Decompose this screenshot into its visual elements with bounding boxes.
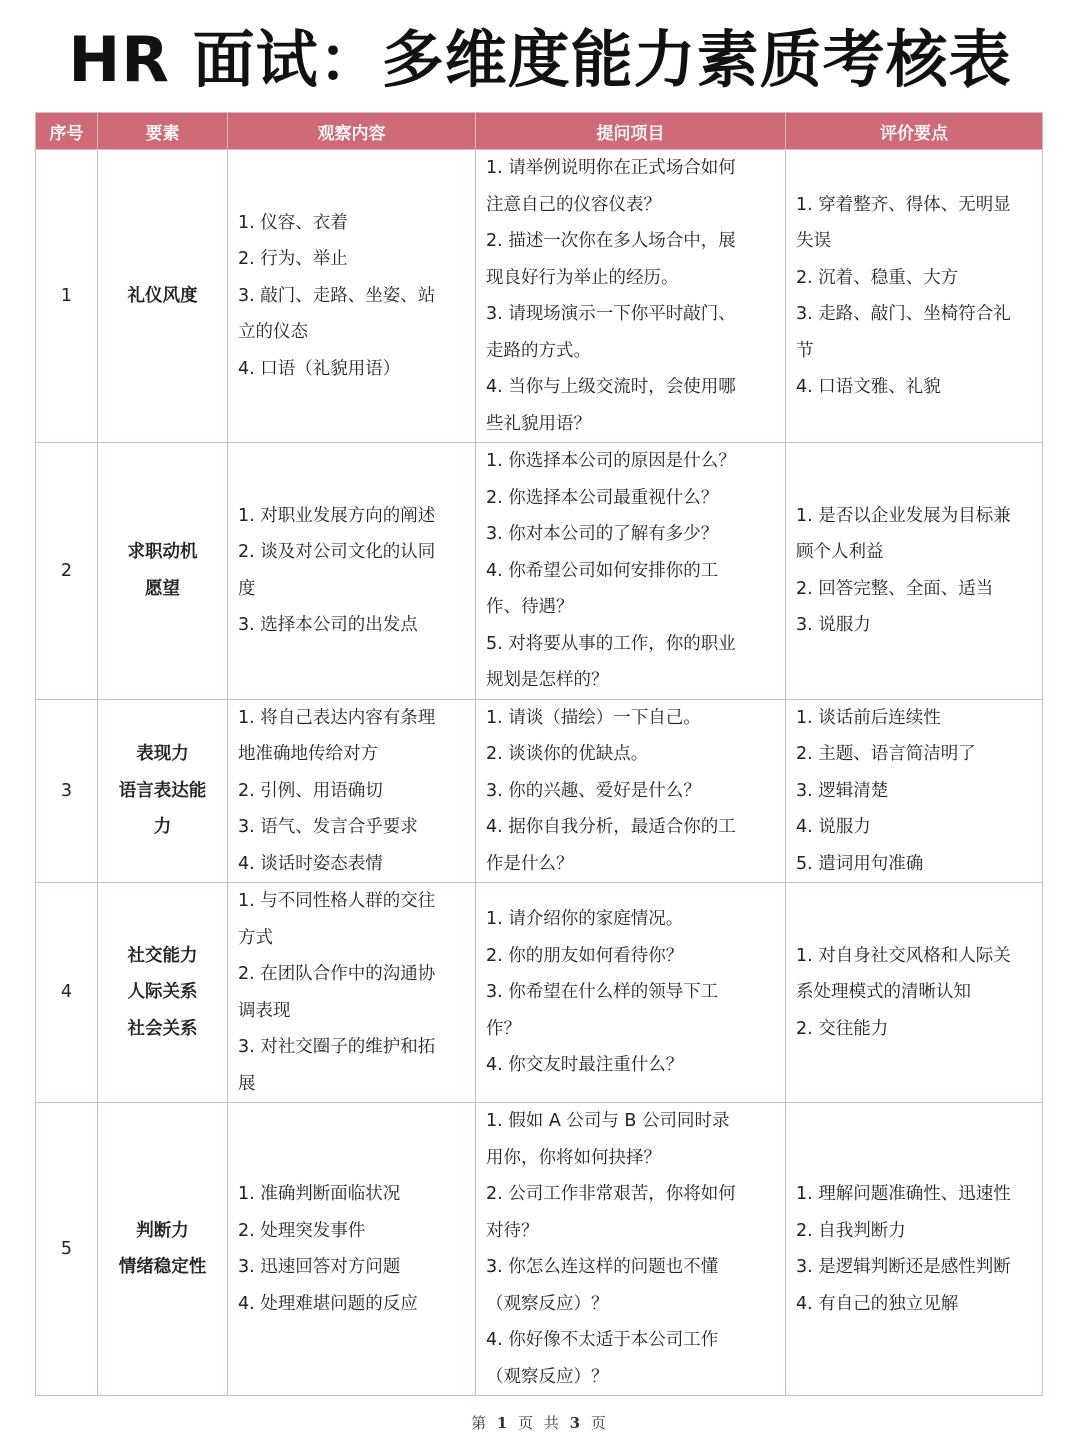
table-header-row [36, 113, 1043, 150]
element-line: 求职动机 [127, 542, 198, 563]
row-index: 5 [36, 1103, 98, 1396]
question-line: 1. 请谈（描绘）一下自己。 [486, 707, 701, 728]
observe-line: 3. 语气、发言合乎要求 [238, 817, 418, 837]
question-line: 规划是怎样的？ [486, 670, 609, 690]
table-row [36, 699, 1043, 883]
question-line: 1. 请介绍你的家庭情况。 [486, 909, 684, 930]
header-questions: 提问项目 [476, 113, 786, 150]
element-line: 愿望 [145, 578, 180, 599]
row-evaluation [786, 443, 1043, 700]
question-line: 3. 请现场演示一下你平时敲门、 [486, 304, 736, 324]
row-questions [476, 150, 786, 443]
row-evaluation [786, 150, 1043, 443]
row-evaluation [786, 1103, 1043, 1396]
observe-line: 度 [238, 578, 256, 599]
row-element [98, 1103, 228, 1396]
row-observe [228, 1103, 476, 1396]
observe-line: 4. 口语（礼貌用语） [238, 358, 401, 379]
table-row [36, 1103, 1043, 1396]
element-line: 力 [153, 817, 172, 837]
footer-prefix: 第 [471, 1414, 490, 1432]
evaluation-line: 1. 穿着整齐、得体、无明显 [796, 194, 1011, 215]
header-element: 要素 [98, 113, 228, 150]
evaluation-line: 3. 走路、敲门、坐椅符合礼 [796, 304, 1011, 324]
question-line: 3. 你希望在什么样的领导下工 [486, 982, 719, 1003]
row-element [98, 443, 228, 700]
question-line: 对待？ [486, 1220, 539, 1241]
footer-current-page: 1 [496, 1414, 511, 1432]
question-line: 2. 公司工作非常艰苦，你将如何 [486, 1184, 736, 1204]
question-line: 1. 你选择本公司的原因是什么？ [486, 451, 736, 471]
observe-line: 立的仪态 [238, 322, 308, 343]
element-line: 人际关系 [127, 982, 198, 1003]
element-line: 社会关系 [127, 1018, 198, 1039]
row-questions [476, 443, 786, 700]
question-line: 4. 你希望公司如何安排你的工 [486, 560, 719, 581]
question-line: （观察反应）？ [486, 1366, 609, 1387]
row-questions [476, 883, 786, 1103]
question-line: 2. 你选择本公司最重视什么？ [486, 487, 719, 508]
evaluation-line: 1. 谈话前后连续性 [796, 707, 941, 728]
evaluation-line: 2. 回答完整、全面、适当 [796, 578, 994, 599]
evaluation-line: 1. 是否以企业发展为目标兼 [796, 505, 1011, 526]
page-title: HR 面试：多维度能力素质考核表 [68, 23, 1012, 96]
row-questions [476, 699, 786, 883]
evaluation-line: 1. 理解问题准确性、迅速性 [796, 1184, 1011, 1204]
question-line: 现良好行为举止的经历。 [486, 267, 679, 288]
question-line: 作、待遇？ [486, 597, 574, 617]
observe-line: 2. 引例、用语确切 [238, 780, 383, 801]
element-line: 社交能力 [127, 945, 198, 966]
row-observe [228, 699, 476, 883]
evaluation-line: 2. 交往能力 [796, 1018, 889, 1039]
header-index: 序号 [36, 113, 98, 150]
footer-middle: 页 共 [518, 1414, 562, 1432]
evaluation-line: 3. 逻辑清楚 [796, 780, 889, 801]
observe-line: 1. 仪容、衣着 [238, 212, 348, 233]
table-row [36, 443, 1043, 700]
question-line: 1. 假如 A 公司与 B 公司同时录 [486, 1111, 730, 1131]
observe-line: 1. 准确判断面临状况 [238, 1184, 401, 1204]
question-line: 作是什么？ [486, 853, 574, 874]
evaluation-line: 2. 自我判断力 [796, 1220, 906, 1241]
evaluation-line: 1. 对自身社交风格和人际关 [796, 945, 1011, 966]
element-line: 语言表达能 [118, 780, 207, 801]
row-element [98, 883, 228, 1103]
question-line: 走路的方式。 [486, 340, 591, 361]
header-evaluation: 评价要点 [786, 113, 1043, 150]
question-line: 4. 当你与上级交流时，会使用哪 [486, 377, 736, 397]
evaluation-line: 系处理模式的清晰认知 [796, 982, 971, 1003]
assessment-table [35, 112, 1043, 1396]
question-line: 些礼貌用语？ [486, 413, 591, 434]
observe-line: 4. 谈话时姿态表情 [238, 853, 383, 874]
observe-line: 3. 敲门、走路、坐姿、站 [238, 285, 436, 306]
question-line: 2. 谈谈你的优缺点。 [486, 744, 649, 764]
evaluation-line: 2. 沉着、稳重、大方 [796, 267, 959, 288]
question-line: 用你，你将如何抉择？ [486, 1147, 661, 1168]
element-line: 判断力 [136, 1220, 189, 1241]
evaluation-line: 5. 遣词用句准确 [796, 853, 924, 874]
observe-line: 1. 将自己表达内容有条理 [238, 707, 436, 728]
observe-line: 1. 对职业发展方向的阐述 [238, 505, 436, 526]
element-line: 礼仪风度 [127, 285, 198, 306]
observe-line: 方式 [238, 927, 273, 948]
question-line: （观察反应）？ [486, 1293, 609, 1314]
row-questions [476, 1103, 786, 1396]
observe-line: 4. 处理难堪问题的反应 [238, 1293, 418, 1314]
evaluation-line: 顾个人利益 [796, 542, 884, 563]
footer-suffix: 页 [590, 1414, 609, 1432]
question-line: 4. 据你自我分析，最适合你的工 [486, 817, 736, 837]
evaluation-line: 3. 说服力 [796, 615, 871, 636]
evaluation-line: 3. 是逻辑判断还是感性判断 [796, 1257, 1011, 1277]
evaluation-line: 2. 主题、语言简洁明了 [796, 744, 976, 764]
row-index: 4 [36, 883, 98, 1103]
evaluation-line: 4. 说服力 [796, 817, 871, 837]
observe-line: 3. 选择本公司的出发点 [238, 615, 418, 636]
question-line: 1. 请举例说明你在正式场合如何 [486, 158, 736, 178]
row-element [98, 699, 228, 883]
observe-line: 1. 与不同性格人群的交往 [238, 891, 436, 911]
question-line: 作？ [486, 1018, 521, 1039]
table-body [36, 150, 1043, 1396]
evaluation-line: 失误 [796, 231, 831, 251]
question-line: 注意自己的仪容仪表？ [486, 194, 661, 215]
observe-line: 2. 在团队合作中的沟通协 [238, 964, 436, 984]
element-line: 表现力 [136, 744, 189, 764]
question-line: 3. 你的兴趣、爱好是什么？ [486, 780, 701, 801]
row-index: 1 [36, 150, 98, 443]
row-evaluation [786, 699, 1043, 883]
row-index: 3 [36, 699, 98, 883]
evaluation-line: 节 [796, 340, 814, 361]
row-observe [228, 150, 476, 443]
observe-line: 2. 处理突发事件 [238, 1220, 366, 1241]
question-line: 3. 你怎么连这样的问题也不懂 [486, 1257, 719, 1277]
question-line: 2. 描述一次你在多人场合中，展 [486, 231, 736, 251]
observe-line: 调表现 [238, 1000, 291, 1021]
question-line: 3. 你对本公司的了解有多少？ [486, 524, 719, 544]
row-observe [228, 883, 476, 1103]
page-footer [0, 1412, 1080, 1436]
observe-line: 2. 谈及对公司文化的认同 [238, 542, 436, 563]
observe-line: 地准确地传给对方 [238, 744, 378, 764]
question-line: 4. 你好像不太适于本公司工作 [486, 1330, 719, 1350]
question-line: 5. 对将要从事的工作，你的职业 [486, 633, 736, 654]
element-line: 情绪稳定性 [118, 1257, 207, 1277]
evaluation-line: 4. 口语文雅、礼貌 [796, 377, 941, 397]
observe-line: 3. 迅速回答对方问题 [238, 1257, 401, 1277]
footer-total-pages: 3 [569, 1414, 584, 1432]
question-line: 4. 你交友时最注重什么？ [486, 1055, 684, 1076]
row-observe [228, 443, 476, 700]
observe-line: 2. 行为、举止 [238, 249, 348, 270]
evaluation-line: 4. 有自己的独立见解 [796, 1293, 959, 1314]
row-index: 2 [36, 443, 98, 700]
observe-line: 3. 对社交圈子的维护和拓 [238, 1037, 436, 1057]
question-line: 2. 你的朋友如何看待你？ [486, 945, 684, 966]
row-element [98, 150, 228, 443]
table-row [36, 883, 1043, 1103]
row-evaluation [786, 883, 1043, 1103]
observe-line: 展 [238, 1073, 256, 1094]
header-observe: 观察内容 [228, 113, 476, 150]
table-row [36, 150, 1043, 443]
